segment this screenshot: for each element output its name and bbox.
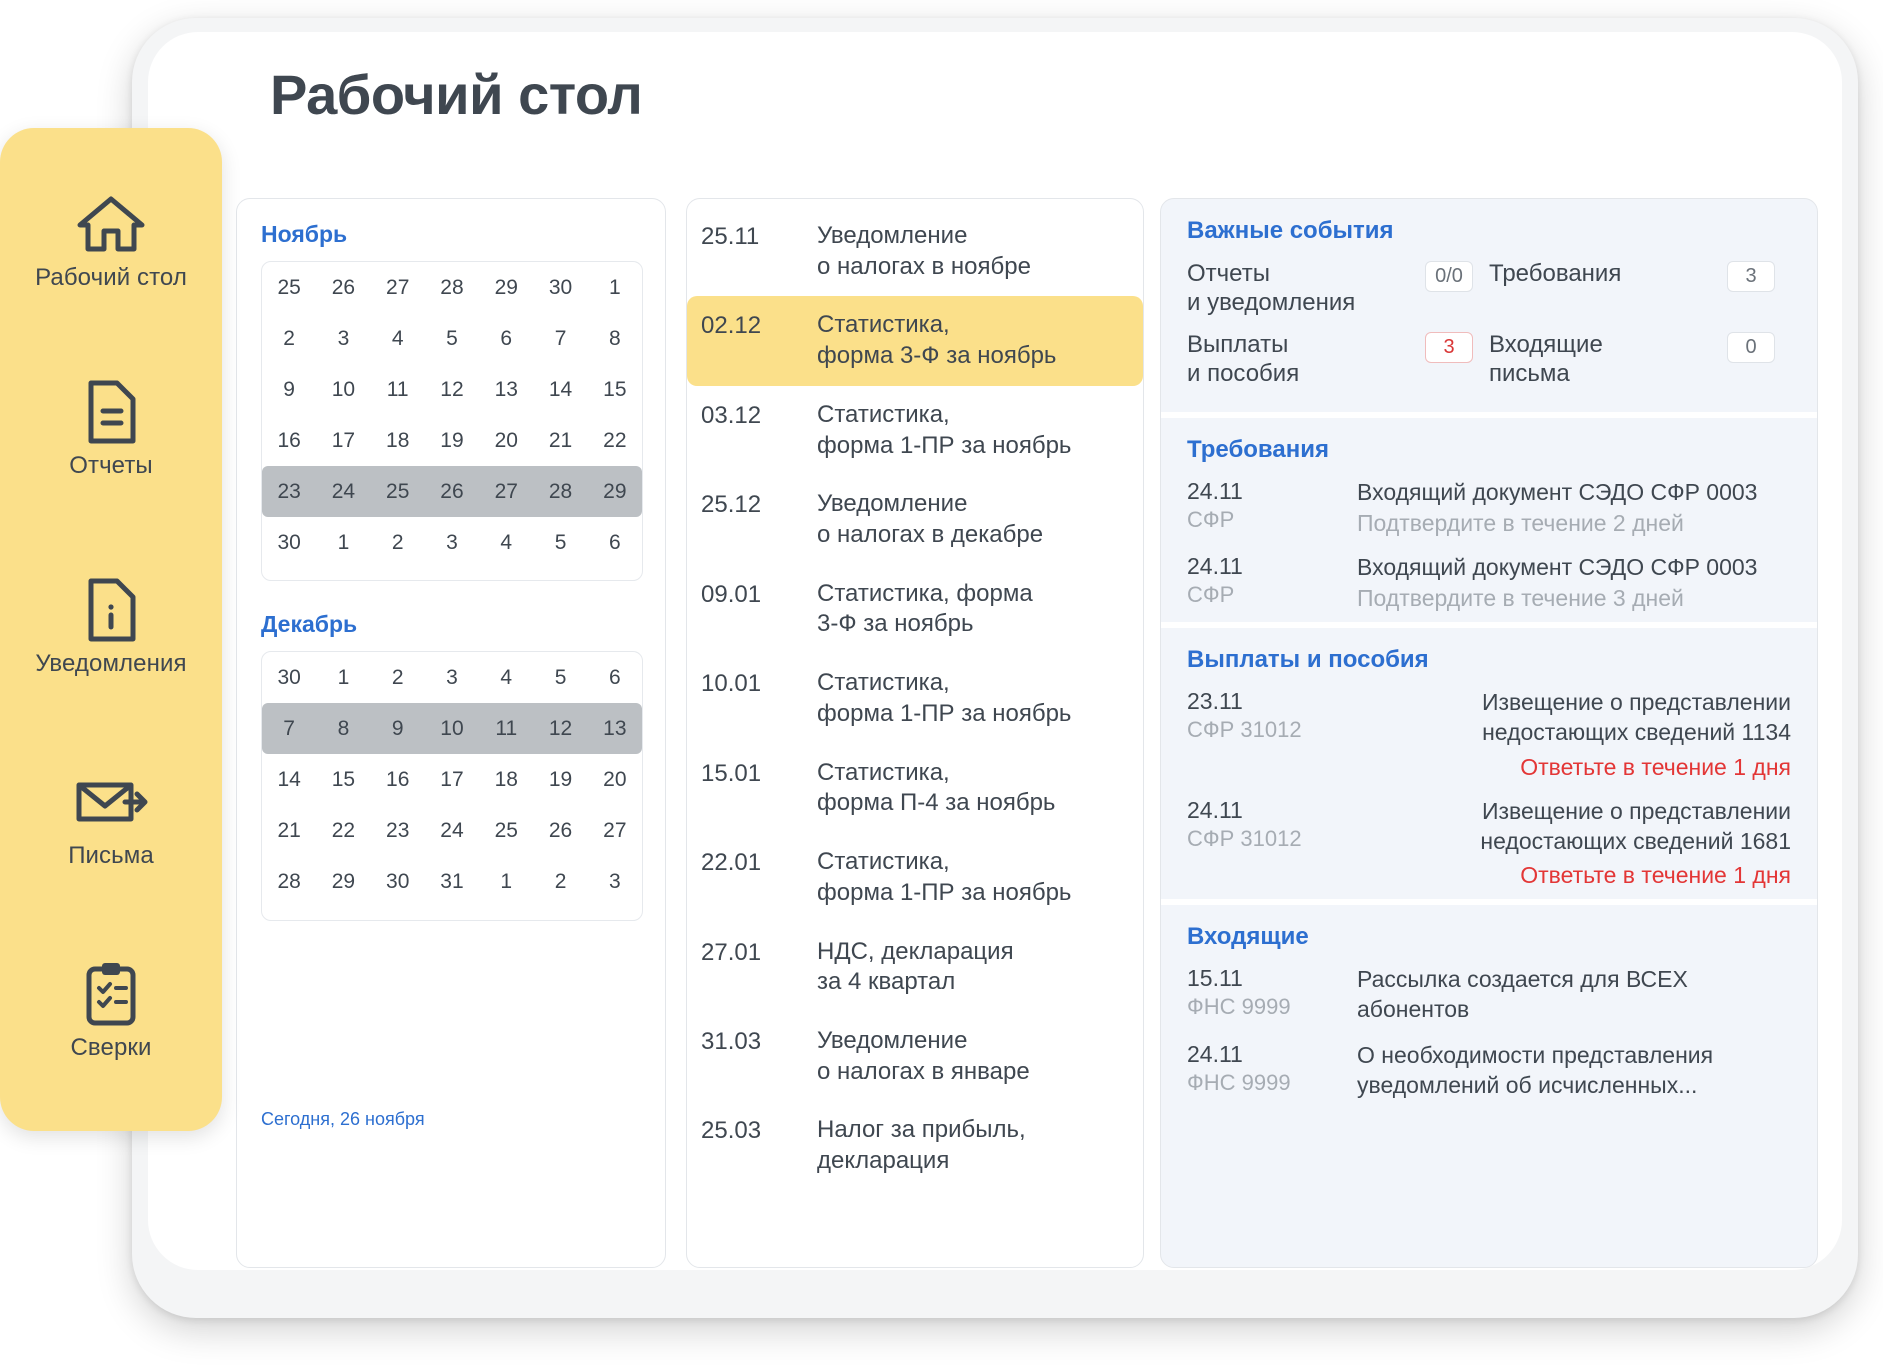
- event-title: Входящий документ СЭДО СФР 0003: [1357, 479, 1758, 506]
- task-date: 25.12: [701, 491, 762, 519]
- calendar-day[interactable]: 26: [425, 466, 479, 517]
- document-icon: [0, 378, 222, 446]
- sidebar-item-label: Рабочий стол: [35, 264, 187, 291]
- calendar-week-row: [262, 364, 642, 415]
- event-source: СФР: [1187, 507, 1235, 533]
- clipboard-check-icon: [0, 960, 222, 1028]
- task-row[interactable]: [687, 833, 1143, 922]
- calendar-week-row: [262, 415, 642, 466]
- page-title: Рабочий стол: [270, 63, 643, 126]
- event-item[interactable]: [1161, 959, 1817, 1035]
- task-text: Статистика, форма 1-ПР за ноябрь: [817, 669, 1072, 727]
- event-section-title: Выплаты и пособия: [1187, 645, 1429, 673]
- calendar-day[interactable]: 29: [331, 869, 356, 893]
- calendar-day[interactable]: 26: [548, 818, 573, 842]
- event-deadline: Ответьте в течение 1 дня: [1520, 753, 1791, 780]
- calendar-november[interactable]: [261, 261, 643, 581]
- event-source: СФР: [1187, 581, 1235, 607]
- calendar-day[interactable]: 14: [548, 377, 573, 401]
- calendar-day[interactable]: 2: [283, 326, 295, 350]
- calendar-day[interactable]: 29: [588, 466, 642, 517]
- kpi-label: Выплаты и пособия: [1187, 330, 1300, 387]
- kpi-badge: 0/0: [1425, 261, 1473, 292]
- task-date: 09.01: [701, 580, 762, 608]
- calendar-day[interactable]: 12: [440, 377, 464, 401]
- calendar-day[interactable]: 27: [386, 275, 410, 299]
- calendar-title-november: Ноябрь: [261, 221, 348, 247]
- calendar-day[interactable]: 24: [316, 466, 370, 517]
- sidebar-item-label: Отчеты: [69, 452, 153, 479]
- calendar-day[interactable]: 8: [316, 703, 370, 754]
- task-row[interactable]: [687, 565, 1143, 654]
- sidebar-item-mail[interactable]: [0, 768, 222, 870]
- event-title: Входящий документ СЭДО СФР 0003: [1357, 553, 1758, 580]
- event-source: СФР 31012: [1187, 716, 1302, 742]
- kpi-badge: 3: [1727, 261, 1775, 292]
- calendar-day[interactable]: 30: [548, 275, 573, 299]
- calendar-day[interactable]: 27: [479, 466, 533, 517]
- task-date: 27.01: [701, 938, 762, 966]
- sidebar-item-reconciliation[interactable]: [0, 960, 222, 1062]
- calendar-day[interactable]: 10: [331, 377, 356, 401]
- calendar-day[interactable]: 5: [446, 326, 458, 350]
- kpi-item[interactable]: [1489, 324, 1791, 395]
- task-row[interactable]: [687, 1012, 1143, 1101]
- task-list: [687, 207, 1143, 1191]
- calendar-day[interactable]: 8: [609, 326, 621, 350]
- calendar-day[interactable]: 28: [277, 869, 301, 893]
- calendar-day[interactable]: 19: [440, 428, 464, 452]
- event-title: Рассылка создается для ВСЕХ абонентов: [1357, 966, 1688, 1023]
- kpi-item[interactable]: [1187, 324, 1489, 395]
- task-date: 02.12: [701, 312, 762, 340]
- tasks-card: [686, 198, 1144, 1268]
- calendar-day[interactable]: 4: [500, 530, 513, 554]
- calendar-day[interactable]: 2: [391, 665, 404, 689]
- calendar-day[interactable]: 27: [603, 818, 627, 842]
- calendar-title-december: Декабрь: [261, 611, 358, 637]
- calendar-day[interactable]: 17: [331, 428, 356, 452]
- event-body: [1357, 553, 1791, 612]
- calendar-day[interactable]: 13: [494, 377, 518, 401]
- sidebar-item-dashboard[interactable]: [0, 190, 222, 292]
- task-text: Статистика, форма 1-ПР за ноябрь: [817, 848, 1072, 906]
- event-item[interactable]: [1161, 682, 1817, 791]
- task-row[interactable]: [687, 296, 1143, 385]
- sidebar-item-label: Сверки: [70, 1034, 152, 1061]
- task-date: 15.01: [701, 759, 762, 787]
- event-title: Извещение о представлении недостающих сведений 1134: [1481, 688, 1791, 745]
- event-item[interactable]: [1161, 472, 1817, 547]
- event-meta: [1187, 1041, 1357, 1101]
- calendar-day[interactable]: 13: [588, 703, 642, 754]
- kpi-badge: 3: [1425, 332, 1473, 363]
- task-date: 25.11: [701, 223, 760, 250]
- calendar-day[interactable]: 29: [494, 275, 518, 299]
- calendar-day[interactable]: 23: [386, 818, 410, 842]
- event-date: 23.11: [1187, 687, 1243, 714]
- event-body: [1357, 688, 1791, 781]
- sidebar-item-label: Уведомления: [35, 650, 187, 677]
- calendar-day[interactable]: 16: [386, 767, 410, 791]
- calendar-day[interactable]: 22: [331, 818, 356, 842]
- task-row[interactable]: [687, 923, 1143, 1012]
- calendar-day[interactable]: 25: [494, 818, 518, 842]
- calendar-day[interactable]: 9: [371, 703, 425, 754]
- calendar-day[interactable]: 6: [500, 326, 513, 350]
- event-deadline: Ответьте в течение 1 дня: [1520, 862, 1791, 889]
- calendar-day[interactable]: 9: [283, 377, 295, 401]
- task-date: 25.03: [701, 1117, 762, 1145]
- calendar-day[interactable]: 22: [603, 428, 627, 452]
- calendar-day[interactable]: 18: [494, 767, 518, 791]
- calendar-day[interactable]: 5: [554, 530, 567, 554]
- event-item[interactable]: [1161, 791, 1817, 900]
- kpi-badge: 0: [1727, 332, 1775, 363]
- event-date: 24.11: [1187, 478, 1243, 505]
- calendar-day[interactable]: 28: [440, 275, 464, 299]
- task-text: Статистика, форма П-4 за ноябрь: [817, 758, 1056, 817]
- event-body: [1357, 478, 1791, 537]
- task-text: НДС, декларация за 4 квартал: [817, 937, 1014, 996]
- calendar-day[interactable]: 3: [609, 869, 621, 893]
- task-text: Статистика, форма 3-Ф за ноябрь: [817, 579, 1033, 638]
- event-meta: [1187, 965, 1357, 1025]
- calendar-week-row: [262, 517, 642, 568]
- calendar-day[interactable]: 15: [603, 377, 627, 401]
- calendar-day[interactable]: 3: [446, 665, 458, 689]
- calendar-day[interactable]: 20: [603, 767, 627, 791]
- task-text: Уведомление о налогах в декабре: [817, 490, 1044, 549]
- calendar-day[interactable]: 25: [371, 466, 425, 517]
- kpi-label: Требования: [1489, 260, 1622, 287]
- event-meta: [1187, 553, 1357, 612]
- calendar-day[interactable]: 21: [277, 818, 301, 842]
- calendar-day[interactable]: 7: [262, 703, 316, 754]
- calendar-day[interactable]: 7: [554, 326, 567, 350]
- sidebar-item-notifications[interactable]: [0, 576, 222, 678]
- task-date: 03.12: [701, 401, 762, 429]
- important-events-card: [1160, 198, 1818, 1268]
- sidebar-item-reports[interactable]: [0, 378, 222, 480]
- event-section: [1161, 418, 1817, 622]
- calendar-week-row: [262, 466, 642, 517]
- kpi-item[interactable]: [1489, 253, 1791, 324]
- event-section-title: Требования: [1187, 436, 1329, 464]
- task-row[interactable]: [687, 207, 1143, 296]
- sidebar-item-label: Письма: [68, 842, 154, 869]
- event-item[interactable]: [1161, 547, 1817, 622]
- kpi-item[interactable]: [1187, 253, 1489, 324]
- task-row[interactable]: [687, 475, 1143, 564]
- kpi-label: Входящие письма: [1489, 330, 1603, 387]
- calendar-day[interactable]: 11: [479, 703, 533, 754]
- calendar-day[interactable]: 1: [609, 275, 621, 299]
- calendar-day[interactable]: 30: [386, 869, 410, 893]
- calendar-day[interactable]: 25: [277, 275, 301, 299]
- calendar-day[interactable]: 2: [554, 869, 567, 893]
- calendar-day[interactable]: 10: [425, 703, 479, 754]
- calendar-day[interactable]: 14: [277, 767, 301, 791]
- task-row[interactable]: [687, 654, 1143, 743]
- today-label: Сегодня, 26 ноября: [261, 1109, 425, 1129]
- calendar-day[interactable]: 20: [494, 428, 518, 452]
- calendar-day[interactable]: 23: [262, 466, 316, 517]
- event-source: ФНС 9999: [1187, 994, 1291, 1020]
- event-source: СФР 31012: [1187, 825, 1302, 851]
- task-date: 22.01: [701, 849, 762, 877]
- event-title: Извещение о представлении недостающих сведений 1681: [1480, 797, 1791, 854]
- event-date: 24.11: [1187, 1041, 1243, 1068]
- info-document-icon: [0, 576, 222, 644]
- task-text: Уведомление о налогах в ноябре: [817, 222, 1031, 280]
- event-date: 24.11: [1187, 552, 1243, 579]
- calendar-day[interactable]: 3: [446, 530, 458, 554]
- task-row[interactable]: [687, 1101, 1143, 1190]
- event-section: [1161, 905, 1817, 1111]
- calendar-day[interactable]: 12: [533, 703, 587, 754]
- event-date: 15.11: [1187, 965, 1243, 992]
- calendar-day[interactable]: 21: [548, 428, 573, 452]
- calendar-day[interactable]: 17: [440, 767, 464, 791]
- calendar-day[interactable]: 6: [609, 530, 621, 554]
- calendar-week-row: [262, 313, 642, 364]
- calendar-day[interactable]: 30: [277, 665, 301, 689]
- kpi-grid: [1161, 253, 1817, 412]
- calendar-week-row: [262, 856, 642, 907]
- calendar-day[interactable]: 4: [500, 665, 513, 689]
- task-row[interactable]: [687, 386, 1143, 475]
- event-source: ФНС 9999: [1187, 1070, 1291, 1096]
- event-meta: [1187, 688, 1357, 781]
- sidebar: [0, 128, 222, 1131]
- mail-icon: [0, 768, 222, 836]
- task-text: Статистика, форма 1-ПР за ноябрь: [817, 400, 1072, 459]
- event-body: [1357, 965, 1791, 1025]
- calendar-day[interactable]: 24: [440, 818, 464, 842]
- task-text: Статистика, форма 3-Ф за ноябрь: [817, 311, 1057, 370]
- calendar-week-row: [262, 262, 642, 313]
- event-date: 24.11: [1187, 796, 1243, 823]
- calendar-day[interactable]: 11: [386, 377, 409, 401]
- calendar-week-row: [262, 703, 642, 754]
- calendar-day[interactable]: 31: [440, 869, 464, 893]
- calendar-day[interactable]: 1: [337, 530, 350, 554]
- calendar-day[interactable]: 2: [391, 530, 404, 554]
- kpi-label: Отчеты и уведомления: [1187, 260, 1356, 317]
- event-meta: [1187, 478, 1357, 537]
- event-title: О необходимости представления уведомлений об исчисленных...: [1357, 1042, 1714, 1099]
- calendar-day[interactable]: 28: [533, 466, 587, 517]
- event-body: [1357, 797, 1791, 890]
- calendar-card: [236, 198, 666, 1268]
- calendar-day[interactable]: 5: [554, 665, 567, 689]
- event-subtitle: Подтвердите в течение 2 дней: [1357, 509, 1684, 536]
- calendar-day[interactable]: 1: [500, 869, 513, 893]
- event-meta: [1187, 797, 1357, 890]
- calendar-week-row: [262, 754, 642, 805]
- calendar-day[interactable]: 4: [391, 326, 404, 350]
- calendar-december[interactable]: [261, 651, 643, 921]
- calendar-day[interactable]: 15: [331, 767, 356, 791]
- task-row[interactable]: [687, 744, 1143, 833]
- event-section-title: Входящие: [1187, 923, 1309, 951]
- calendar-day[interactable]: 6: [609, 665, 621, 689]
- calendar-day[interactable]: 1: [337, 665, 350, 689]
- task-text: Уведомление о налогах в январе: [817, 1026, 1030, 1085]
- task-text: Налог за прибыль, декларация: [817, 1116, 1026, 1175]
- event-sections: [1161, 412, 1817, 1111]
- important-events-title: Важные события: [1187, 217, 1394, 244]
- event-item[interactable]: [1161, 1035, 1817, 1111]
- calendar-week-row: [262, 652, 642, 703]
- task-date: 10.01: [701, 670, 762, 698]
- calendar-day[interactable]: 18: [386, 428, 410, 452]
- calendar-day[interactable]: 3: [337, 326, 350, 350]
- event-subtitle: Подтвердите в течение 3 дней: [1357, 584, 1684, 611]
- calendar-day[interactable]: 16: [277, 428, 301, 452]
- calendar-day[interactable]: 30: [277, 530, 301, 554]
- event-body: [1357, 1041, 1791, 1101]
- event-section: [1161, 628, 1817, 900]
- task-date: 31.03: [701, 1027, 762, 1055]
- calendar-day[interactable]: 19: [548, 767, 573, 791]
- home-icon: [0, 190, 222, 258]
- calendar-week-row: [262, 805, 642, 856]
- calendar-day[interactable]: 26: [331, 275, 356, 299]
